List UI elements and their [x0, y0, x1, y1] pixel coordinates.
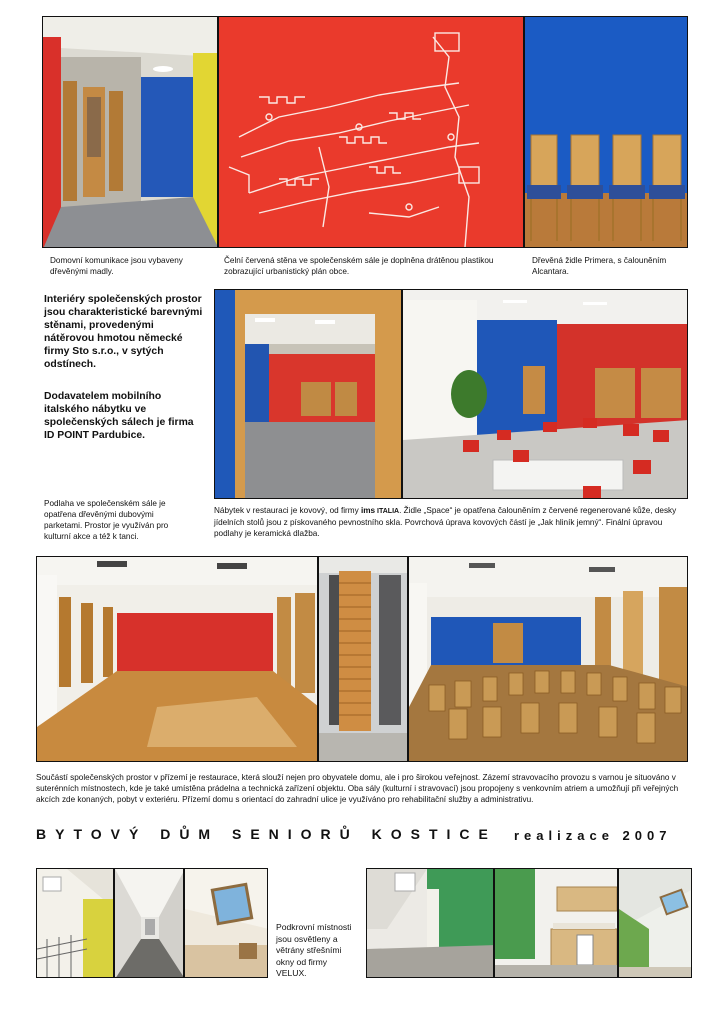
project-title: BYTOVÝ DŮM SENIORŮ KOSTICE	[36, 826, 497, 842]
photo-attic-staircase	[36, 868, 114, 978]
furniture-caption-after: . Židle „Space“ je opatřena čalouněním z červené regenerované kůže, desky jídelních stolů jsou z pískovaného pevnostního skla. Povrchová úprava kovových částí je „Jak hliník jemný“. Finální úpravou podlahy je keramická dlažba.	[214, 506, 677, 538]
caption-corridor: Domovní komunikace jsou vybaveny dřevěnými madly.	[50, 256, 183, 276]
project-subtitle: realizace 2007	[514, 828, 672, 843]
caption-floor-parquet: Podlaha ve společenském sále je opatřena dřevěnými dubovými parketami. Prostor je využíván pro kulturní akce a též k tanci.	[44, 499, 169, 541]
photo-wooden-louvres	[318, 556, 408, 762]
photo-attic-green-room	[618, 868, 692, 978]
caption-chairs: Dřevěná židle Primera, s čalouněním Alcantara.	[532, 256, 667, 276]
photo-hall-doorway	[214, 289, 402, 499]
caption-restaurant-furniture	[214, 505, 690, 539]
photo-primera-chairs	[524, 16, 688, 248]
intro-paragraph-2: Dodavatelem mobilního italského nábytku ve společenských sálech je firma ID POINT Pardubice.	[44, 391, 194, 441]
photo-restaurant-wooden-chairs	[408, 556, 688, 762]
photo-red-wall-wire-plan	[218, 16, 524, 248]
photo-attic-room-white	[366, 868, 494, 978]
photo-restaurant-red-chairs	[402, 289, 688, 499]
photo-attic-corridor	[114, 868, 184, 978]
brand-ims: ims	[360, 506, 376, 515]
caption-red-wall: Čelní červená stěna ve společenském sále je doplněna drátěnou plastikou zobrazující urbanistický plán obce.	[224, 256, 494, 276]
brand-italia: ITALIA	[375, 508, 400, 515]
photo-attic-kitchenette	[494, 868, 618, 978]
photo-corridor	[42, 16, 218, 248]
photo-hall-parquet	[36, 556, 318, 762]
caption-attic-velux: Podkrovní místnosti jsou osvětleny a větrány střešními okny od firmy VELUX.	[276, 922, 352, 978]
caption-main-description: Součástí společenských prostor v přízemí je restaurace, která slouží nejen pro obyvatele domu, ale i pro širokou veřejnost. Zázemí stravovacího provozu s varnou je situováno v suterénních místnostech, kde je také umístěna prádelna a technická zařízení objektu. Oba sály (kulturní i stravovací) jsou propojeny s venkovním atriem a umožňují při veřejných akcích zde konaných, pobyt v exteriéru. Přízemí domu s orientací do zahradní ulice je využíváno pro rehabilitační služby a administrativu.	[36, 773, 679, 804]
furniture-caption-before: Nábytek v restauraci je kovový, od firmy	[214, 506, 361, 515]
photo-attic-velux-window	[184, 868, 268, 978]
intro-paragraph-1: Interiéry společenských prostor jsou charakteristické barevnými stěnami, provedenými nátěrovou hmotou německé firmy Sto s.r.o., v sytých odstínech.	[44, 294, 203, 370]
